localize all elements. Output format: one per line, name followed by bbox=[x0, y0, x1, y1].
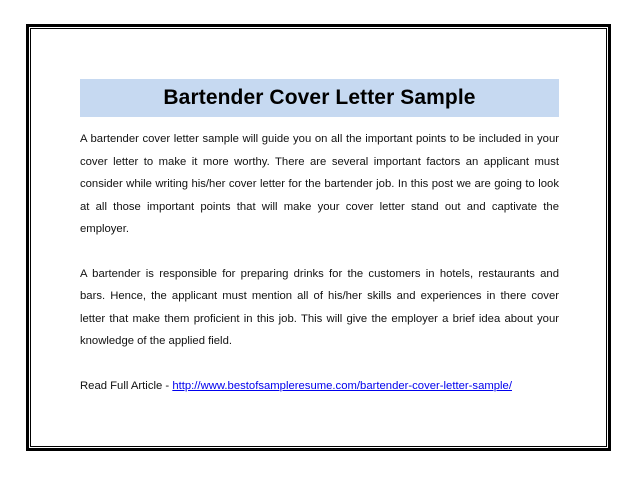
read-more-line bbox=[80, 375, 559, 398]
read-more-word-read: Read bbox=[80, 379, 108, 392]
title-banner bbox=[80, 79, 559, 117]
paragraph-responsibilities: A bartender is responsible for preparing drinks for the customers in hotels, restaurants and bars. Hence, the applicant must mention all of his/her skills and experiences in there cover letter that make them proficient in this job. This will give the employer a brief idea about your knowledge of the applied field. bbox=[80, 267, 559, 347]
article-link[interactable]: http://www.bestofsampleresume.com/bartender-cover-letter-sample/ bbox=[172, 379, 512, 392]
document-title: Bartender Cover Letter Sample bbox=[163, 86, 476, 109]
paragraph-intro: A bartender cover letter sample will guide you on all the important points to be included in your cover letter to make it more worthy. There are several important factors an applicant must consider while writing his/her cover letter for the bartender job. In this post we are going to look at all those important points that will make your cover letter stand out and captivate the employer. bbox=[80, 133, 559, 235]
document-body bbox=[80, 128, 559, 397]
read-more-word-article: Article bbox=[130, 379, 163, 392]
read-more-separator: - bbox=[165, 379, 170, 392]
read-more-word-full: Full bbox=[110, 379, 129, 392]
